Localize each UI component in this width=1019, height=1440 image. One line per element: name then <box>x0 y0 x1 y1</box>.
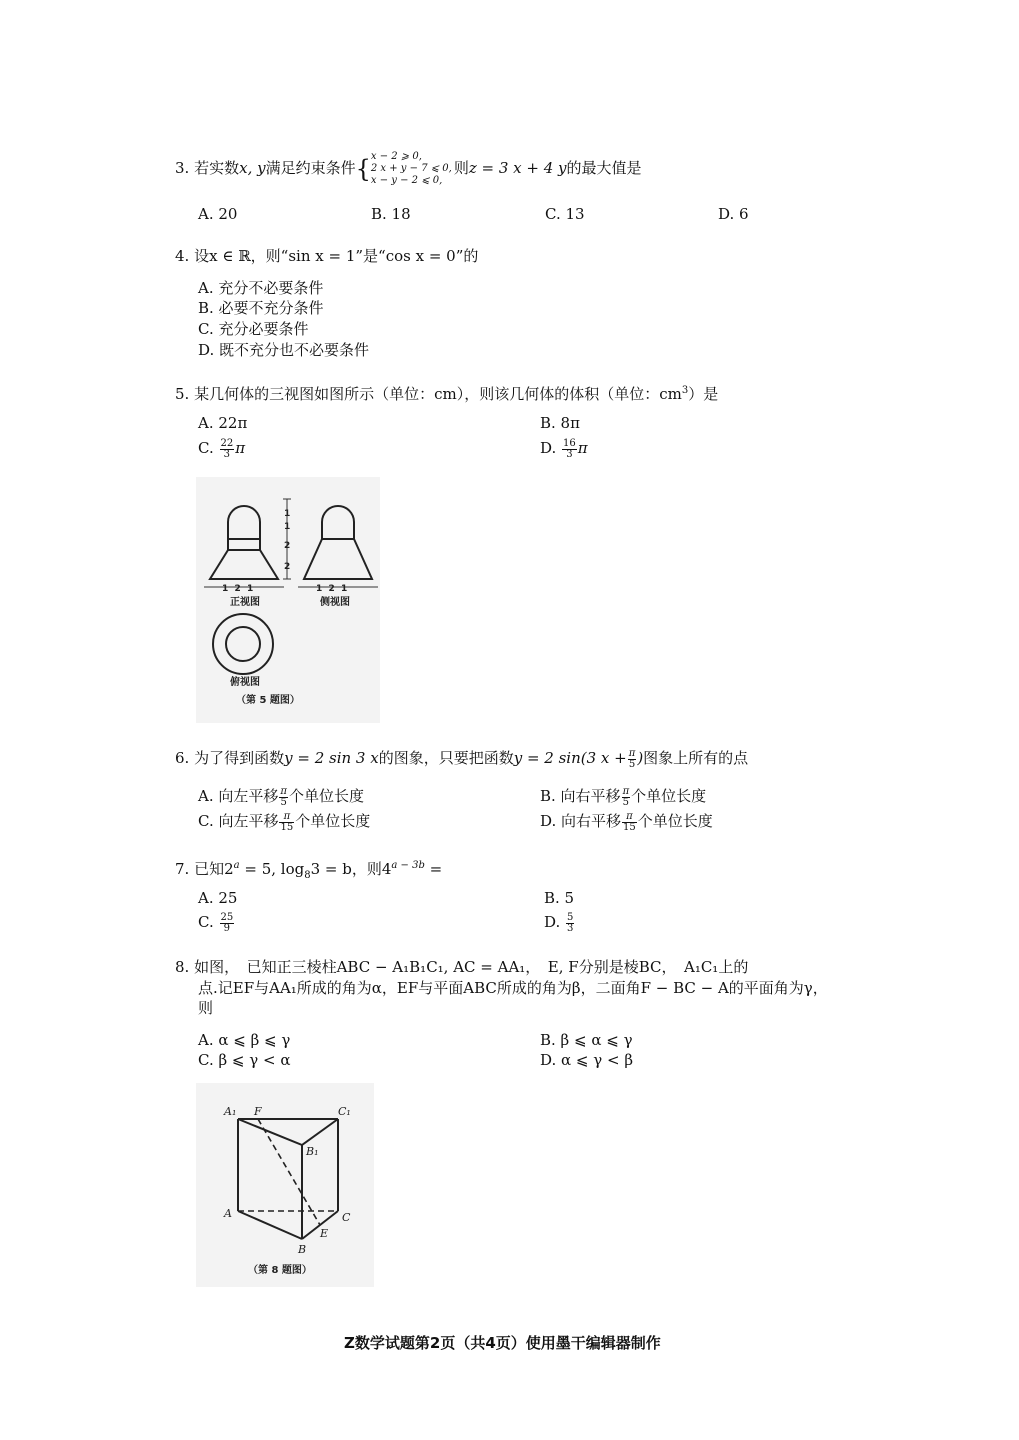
vdim-2a: 2 <box>284 541 291 551</box>
edge-ab <box>238 1211 302 1239</box>
label-c: C <box>342 1211 351 1224</box>
page-footer: Z数学试题第2页（共4页）使用墨干编辑器制作 <box>344 1334 661 1352</box>
question-6-stem <box>175 744 748 772</box>
question-8-stem-line2: 点.记EF与AA₁所成的角为α，EF与平面ABC所成的角为β，二面角F − BC − A的平面角为γ， <box>198 979 828 997</box>
label-a1: A₁ <box>224 1105 237 1118</box>
q7-stem-d: = <box>424 860 443 878</box>
q7-optc-fraction <box>220 913 235 934</box>
q8-option-d: D. α ⩽ γ < β <box>540 1051 634 1069</box>
q7-optd-fraction <box>566 913 574 934</box>
q7-stem-a: 已知2 <box>194 860 234 878</box>
q6-option-b <box>540 783 706 809</box>
q3-constraints <box>371 151 452 187</box>
q8-option-c: C. β ⩽ γ < α <box>198 1051 291 1069</box>
q6-stem-a: 为了得到函数 <box>194 749 285 767</box>
q7-sup-c: a − 3b <box>391 860 425 871</box>
q5-figure <box>196 477 380 723</box>
side-view-frustum <box>304 539 372 579</box>
q6-optb-post: 个单位长度 <box>631 787 707 805</box>
q6-optd-post: 个单位长度 <box>637 812 713 830</box>
q5-optc-den: 3 <box>223 448 231 460</box>
q3-option-a: A. 20 <box>198 205 238 223</box>
q6-optd-den: 15 <box>623 821 636 833</box>
q6-stem-frac-num: π <box>628 747 636 759</box>
top-view-outer-circle <box>213 614 273 674</box>
q5-optc-num: 22 <box>220 437 234 449</box>
q6-optd-fraction <box>622 812 637 833</box>
q7-optc-num: 25 <box>220 911 234 923</box>
question-3-stem <box>175 150 642 186</box>
front-view-frustum <box>210 550 278 579</box>
q7-sub-b: 8 <box>304 870 311 881</box>
q6-function-2-a: y = 2 sin(3 x + <box>513 749 627 767</box>
q5-option-c <box>198 435 245 461</box>
q7-option-d <box>544 909 575 935</box>
q5-stem-b: ）是 <box>688 385 719 403</box>
q5-option-a: A. 22π <box>198 414 248 432</box>
vdim-1a: 1 <box>284 509 291 519</box>
q6-optd-pre: D. 向右平移 <box>540 812 622 830</box>
q6-opta-post: 个单位长度 <box>288 787 364 805</box>
q5-stem-a: 某几何体的三视图如图所示（单位：cm），则该几何体的体积（单位：cm <box>194 385 682 403</box>
prism-drawing <box>196 1083 374 1287</box>
q6-stem-frac-den: 5 <box>628 758 636 770</box>
q4-option-d: D. 既不充分也不必要条件 <box>198 341 370 359</box>
q6-stem-b: 的图象，只要把函数 <box>378 749 514 767</box>
q6-opta-fraction <box>279 787 288 808</box>
segment-ef-hidden <box>258 1119 320 1225</box>
side-dims: 1 2 1 <box>316 584 348 594</box>
q6-option-a <box>198 783 364 809</box>
q5-stem-sup: 3 <box>681 385 689 396</box>
q7-optc-den: 9 <box>223 922 231 934</box>
edge-b1c1 <box>302 1119 338 1145</box>
q6-optb-den: 5 <box>622 796 630 808</box>
q6-optc-pre: C. 向左平移 <box>198 812 279 830</box>
q7-optd-label: D. <box>544 913 561 931</box>
q7-option-b: B. 5 <box>544 889 575 907</box>
fig5-caption: （第 5 题图） <box>236 695 300 706</box>
q3-expr: z = 3 x + 4 y <box>468 159 567 177</box>
q6-optc-num: π <box>279 812 294 823</box>
q6-option-c <box>198 808 370 834</box>
label-f: F <box>254 1105 262 1118</box>
q7-stem-c: 3 = b，则4 <box>310 860 392 878</box>
q6-function-2-b: ) <box>637 749 644 767</box>
q5-optd-post: π <box>577 439 588 457</box>
q5-optd-den: 3 <box>566 448 573 460</box>
q3-brace: { <box>355 155 371 183</box>
top-view-label: 俯视图 <box>230 677 260 688</box>
q7-sup-a: a <box>233 860 240 871</box>
q6-optb-pre: B. 向右平移 <box>540 787 621 805</box>
q5-optc-label: C. <box>198 439 214 457</box>
vdim-2b: 2 <box>284 562 291 572</box>
label-e: E <box>320 1227 329 1240</box>
label-c1: C₁ <box>338 1105 351 1118</box>
q3-stem-then: 则 <box>453 159 469 177</box>
q7-number: 7. <box>175 860 190 878</box>
q6-function-1: y = 2 sin 3 x <box>284 749 379 767</box>
question-7-stem <box>175 857 442 885</box>
q6-stem-c: 图象上所有的点 <box>643 749 749 767</box>
q8-option-b: B. β ⩽ α ⩽ γ <box>540 1031 633 1049</box>
q3-option-b: B. 18 <box>371 205 411 223</box>
q3-option-c: C. 13 <box>545 205 585 223</box>
question-5-stem <box>175 382 718 403</box>
q6-stem-fraction <box>628 749 637 770</box>
q7-option-a: A. 25 <box>198 889 238 907</box>
q6-optc-den: 15 <box>280 821 294 833</box>
front-view-label: 正视图 <box>230 597 260 608</box>
q5-optd-num: 16 <box>563 437 576 449</box>
q6-optb-num: π <box>622 785 630 797</box>
q6-optc-fraction <box>279 812 294 833</box>
q7-optd-num: 5 <box>567 911 574 923</box>
label-b: B <box>298 1243 307 1256</box>
label-b1: B₁ <box>306 1145 319 1158</box>
q3-vars: x, y <box>239 159 266 177</box>
q7-stem-b: = 5, log <box>239 860 305 878</box>
q5-option-b: B. 8π <box>540 414 580 432</box>
q7-optd-den: 3 <box>567 922 574 934</box>
q7-option-c <box>198 909 235 935</box>
q4-number: 4. <box>175 247 190 265</box>
q4-stem-text: 设x ∈ ℝ，则“sin x = 1”是“cos x = 0”的 <box>194 247 479 265</box>
q3-constraint-2: 2 x + y − 7 ⩽ 0, <box>370 163 452 174</box>
q8-option-a: A. α ⩽ β ⩽ γ <box>198 1031 291 1049</box>
q5-optc-fraction <box>220 439 235 460</box>
q3-stem-prefix: 若实数 <box>194 159 240 177</box>
q6-optc-post: 个单位长度 <box>295 812 371 830</box>
q3-constraint-3: x − y − 2 ⩽ 0, <box>370 175 443 186</box>
q3-stem-suffix: 的最大值是 <box>566 159 642 177</box>
q7-optc-label: C. <box>198 913 214 931</box>
question-8-stem-line3: 则 <box>198 999 214 1017</box>
q3-stem-mid: 满足约束条件 <box>265 159 356 177</box>
side-view-label: 侧视图 <box>320 597 350 608</box>
q4-option-b: B. 必要不充分条件 <box>198 299 324 317</box>
three-view-drawing <box>196 477 380 723</box>
question-4-stem <box>175 247 478 265</box>
question-8-stem-line1 <box>175 958 748 976</box>
label-a: A <box>224 1207 232 1220</box>
fig8-caption: （第 8 题图） <box>248 1265 312 1276</box>
q8-figure <box>196 1083 374 1287</box>
q8-line1-text: 如图， 已知正三棱柱ABC − A₁B₁C₁, AC = AA₁， E, F分别是棱BC， A₁C₁上的 <box>194 958 749 976</box>
q4-option-c: C. 充分必要条件 <box>198 320 309 338</box>
q6-opta-pre: A. 向左平移 <box>198 787 279 805</box>
q3-number: 3. <box>175 159 190 177</box>
q5-optd-label: D. <box>540 439 557 457</box>
top-view-inner-circle <box>226 627 260 661</box>
vdim-1b: 1 <box>284 522 291 532</box>
q6-optd-num: π <box>622 812 637 823</box>
q6-optb-fraction <box>622 787 631 808</box>
front-dims: 1 2 1 <box>222 584 254 594</box>
q5-option-d <box>540 435 588 461</box>
q5-optd-fraction <box>562 439 577 460</box>
q5-number: 5. <box>175 385 190 403</box>
q4-option-a: A. 充分不必要条件 <box>198 279 324 297</box>
q8-number: 8. <box>175 958 190 976</box>
q6-number: 6. <box>175 749 190 767</box>
q6-opta-den: 5 <box>280 796 287 808</box>
front-view-dome <box>228 506 260 539</box>
q6-option-d <box>540 808 713 834</box>
side-view-dome <box>322 506 354 539</box>
q5-optc-post: π <box>235 439 246 457</box>
q3-option-d: D. 6 <box>718 205 749 223</box>
q3-constraint-1: x − 2 ⩾ 0, <box>370 151 422 162</box>
q6-opta-num: π <box>280 785 287 797</box>
